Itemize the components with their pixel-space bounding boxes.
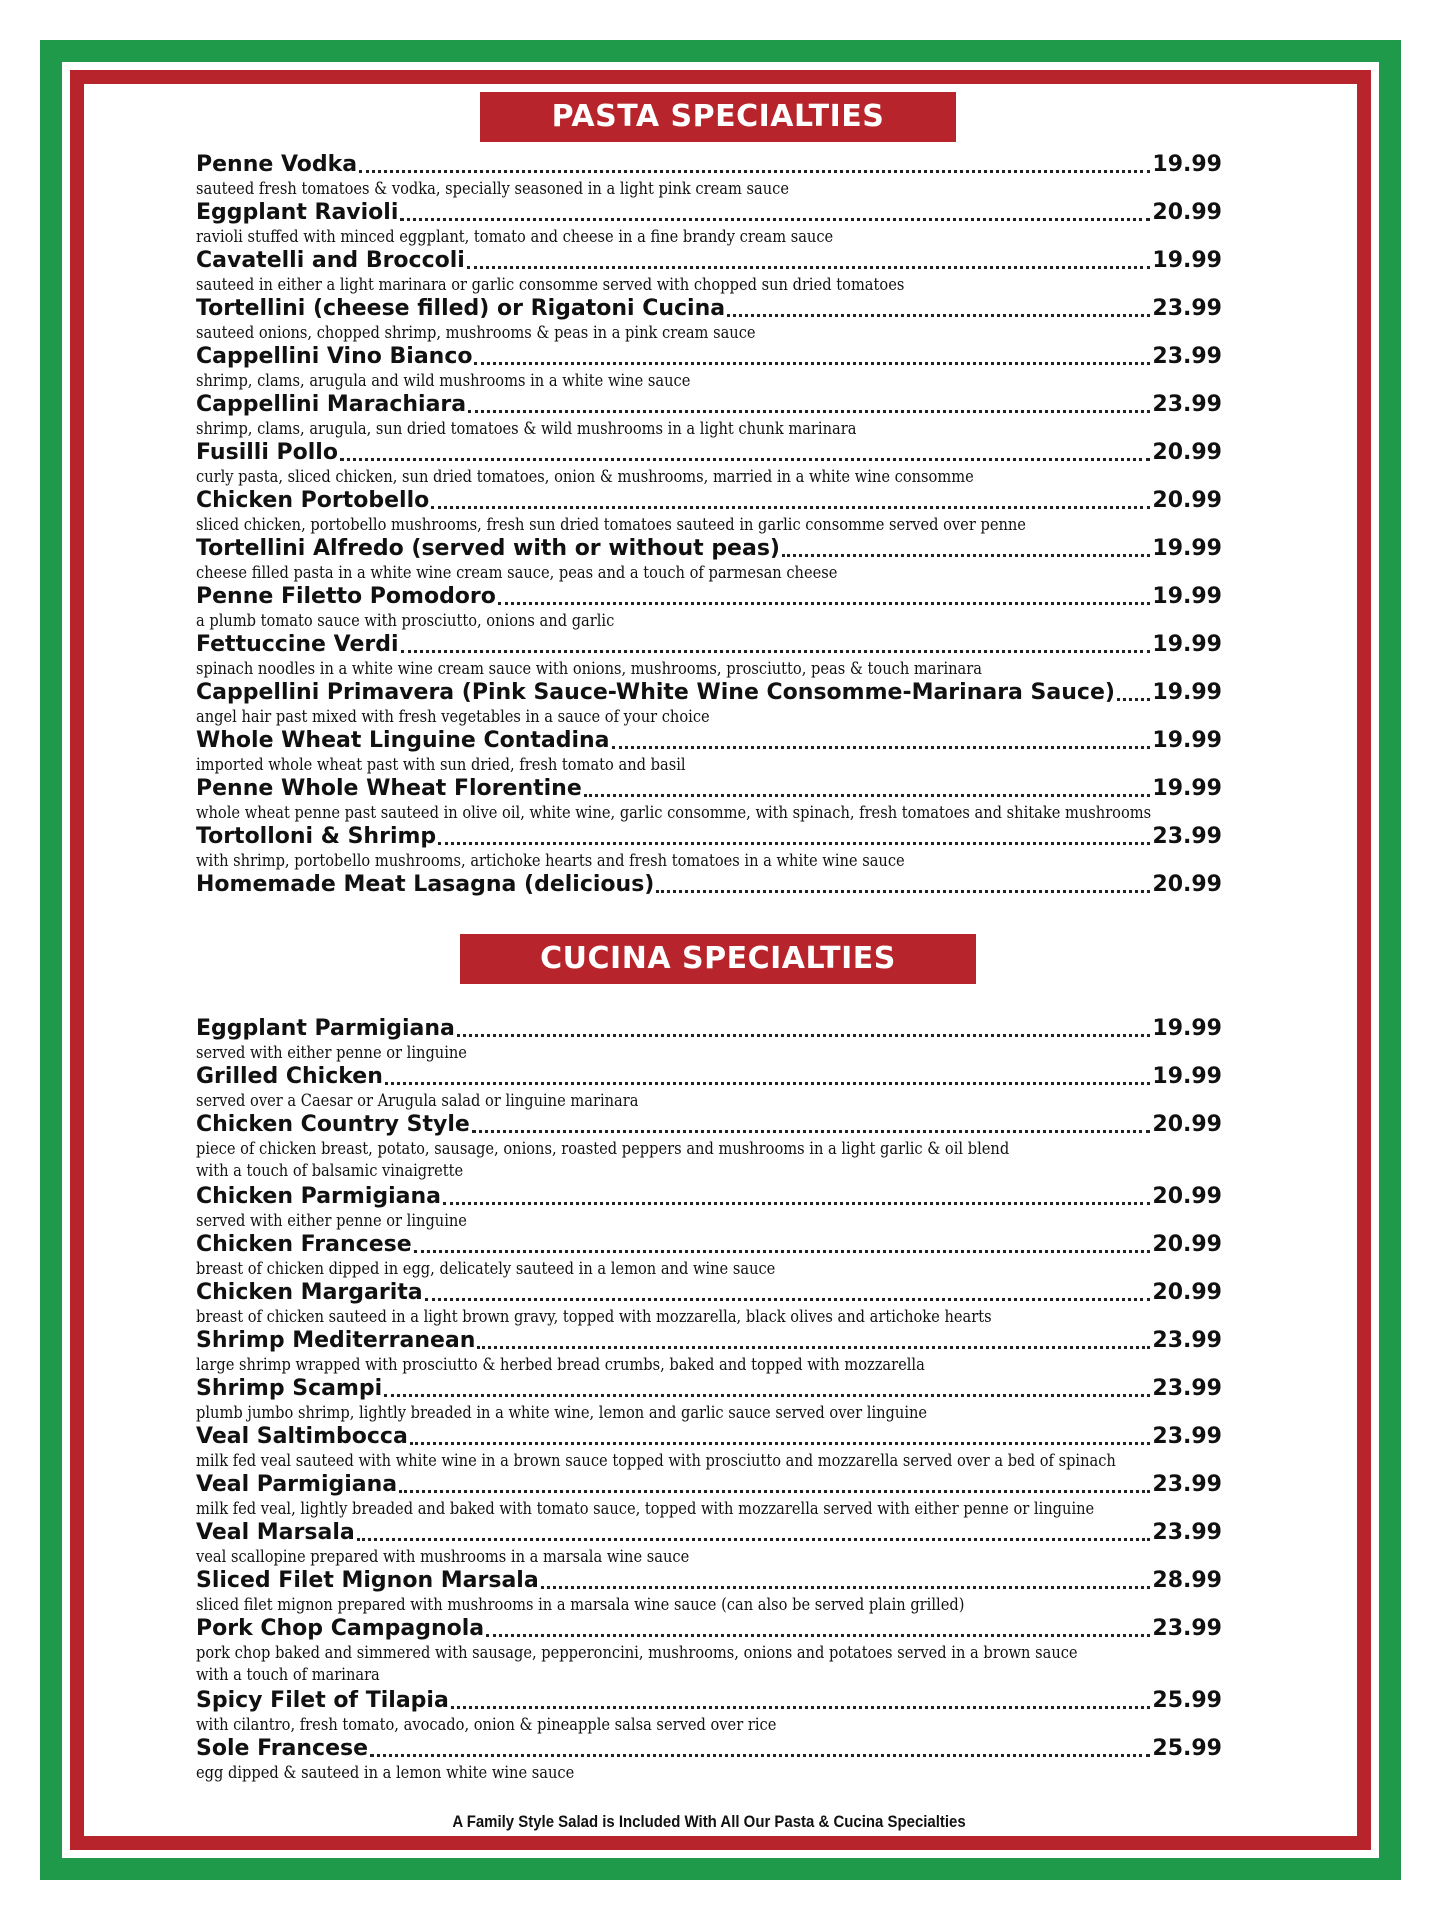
- menu-item-price: 19.99: [1152, 536, 1222, 561]
- menu-item-name: Tortellini (cheese filled) or Rigatoni Cucina: [196, 296, 726, 321]
- menu-item-description: with cilantro, fresh tomato, avocado, onion & pineapple salsa served over rice: [196, 1715, 777, 1735]
- menu-item-name: Chicken Country Style: [196, 1112, 470, 1137]
- menu-item-description: cheese filled pasta in a white wine cream sauce, peas and a touch of parmesan cheese: [196, 563, 838, 583]
- dot-leader: [357, 1538, 1151, 1541]
- dot-leader: [385, 1082, 1151, 1085]
- menu-item-name: Eggplant Ravioli: [196, 200, 399, 225]
- menu-item-description: served with either penne or linguine: [196, 1211, 467, 1231]
- menu-item: [196, 1328, 1222, 1376]
- menu-item-description: shrimp, clams, arugula and wild mushrooms in a white wine sauce: [196, 371, 691, 391]
- dot-leader: [486, 1634, 1150, 1637]
- menu-item-line: [196, 1736, 1222, 1762]
- menu-item: [196, 1112, 1222, 1184]
- menu-item-line: [196, 1616, 1222, 1642]
- menu-item: [196, 1280, 1222, 1328]
- menu-item-price: 19.99: [1152, 728, 1222, 753]
- dot-leader: [414, 1250, 1151, 1253]
- menu-item-description: pork chop baked and simmered with sausage, pepperoncini, mushrooms, onions and potatoes served in a brown sauce: [196, 1643, 1078, 1663]
- menu-item: [196, 680, 1222, 728]
- menu-item-name: Cavatelli and Broccoli: [196, 248, 465, 273]
- dot-leader: [451, 1706, 1151, 1709]
- menu-item-price: 23.99: [1152, 344, 1222, 369]
- menu-item-name: Fettuccine Verdi: [196, 632, 399, 657]
- menu-item: [196, 344, 1222, 392]
- menu-item-price: 19.99: [1152, 776, 1222, 801]
- dot-leader: [498, 602, 1151, 605]
- menu-item-name: Tortolloni & Shrimp: [196, 824, 437, 849]
- menu-item-description: breast of chicken dipped in egg, delicately sauteed in a lemon and wine sauce: [196, 1259, 776, 1279]
- menu-item-price: 23.99: [1152, 296, 1222, 321]
- menu-item: [196, 1016, 1222, 1064]
- menu-item-line: [196, 728, 1222, 754]
- menu-item: [196, 632, 1222, 680]
- menu-item-description: a plumb tomato sauce with prosciutto, onions and garlic: [196, 611, 615, 631]
- menu-item: [196, 152, 1222, 200]
- menu-item-line: [196, 152, 1222, 178]
- menu-item-line: [196, 440, 1222, 466]
- menu-item-price: 20.99: [1152, 200, 1222, 225]
- dot-leader: [656, 890, 1150, 893]
- menu-item-description: served with either penne or linguine: [196, 1043, 467, 1063]
- menu-item-line: [196, 1328, 1222, 1354]
- menu-item-price: 25.99: [1152, 1688, 1222, 1713]
- menu-item-description-continued: with a touch of marinara: [196, 1665, 380, 1685]
- menu-item-line: [196, 200, 1222, 226]
- menu-item-description: veal scallopine prepared with mushrooms in a marsala wine sauce: [196, 1547, 690, 1567]
- menu-item-line: [196, 392, 1222, 418]
- menu-item-line: [196, 296, 1222, 322]
- menu-item: [196, 1616, 1222, 1688]
- menu-item: [196, 1688, 1222, 1736]
- dot-leader: [468, 410, 1150, 413]
- menu-item: [196, 1520, 1222, 1568]
- menu-item-price: 25.99: [1152, 1736, 1222, 1761]
- menu-item-price: 19.99: [1152, 1064, 1222, 1089]
- dot-leader: [477, 1346, 1150, 1349]
- menu-item: [196, 1568, 1222, 1616]
- menu-item: [196, 1064, 1222, 1112]
- menu-item-line: [196, 1568, 1222, 1594]
- dot-leader: [612, 746, 1151, 749]
- dot-leader: [359, 170, 1150, 173]
- menu-item-name: Veal Marsala: [196, 1520, 355, 1545]
- menu-item-description: curly pasta, sliced chicken, sun dried tomatoes, onion & mushrooms, married in a white wine consomme: [196, 467, 974, 487]
- menu-item-line: [196, 1064, 1222, 1090]
- menu-item-name: Homemade Meat Lasagna (delicious): [196, 872, 655, 897]
- menu-item-description: served over a Caesar or Arugula salad or linguine marinara: [196, 1091, 639, 1111]
- menu-item-price: 28.99: [1152, 1568, 1222, 1593]
- menu-item: [196, 872, 1222, 920]
- menu-item-name: Pork Chop Campagnola: [196, 1616, 485, 1641]
- menu-item: [196, 1472, 1222, 1520]
- menu-item-name: Cappellini Primavera (Pink Sauce-White Wine Consomme-Marinara Sauce): [196, 680, 1115, 705]
- dot-leader: [340, 458, 1150, 461]
- menu-item-name: Cappellini Vino Bianco: [196, 344, 473, 369]
- menu-item-description: sauteed fresh tomatoes & vodka, specially seasoned in a light pink cream sauce: [196, 179, 789, 199]
- menu-item-line: [196, 1016, 1222, 1042]
- menu-item-line: [196, 1520, 1222, 1546]
- dot-leader: [467, 266, 1151, 269]
- menu-item-description: breast of chicken sauteed in a light brown gravy, topped with mozzarella, black olives and artichoke hearts: [196, 1307, 992, 1327]
- menu-item-description: angel hair past mixed with fresh vegetables in a sauce of your choice: [196, 707, 710, 727]
- menu-item-price: 19.99: [1152, 632, 1222, 657]
- menu-item-description: milk fed veal sauteed with white wine in a brown sauce topped with prosciutto and mozzarella served over a bed of spinach: [196, 1451, 1116, 1471]
- menu-item-name: Shrimp Scampi: [196, 1376, 383, 1401]
- cucina-section-title: CUCINA SPECIALTIES: [460, 934, 976, 984]
- menu-item-line: [196, 248, 1222, 274]
- menu-item-line: [196, 632, 1222, 658]
- menu-item-description: large shrimp wrapped with prosciutto & herbed bread crumbs, baked and topped with mozzarella: [196, 1355, 925, 1375]
- menu-item-name: Sole Francese: [196, 1736, 369, 1761]
- dot-leader: [399, 1490, 1150, 1493]
- menu-item-price: 20.99: [1152, 440, 1222, 465]
- pasta-section-title: PASTA SPECIALTIES: [480, 92, 956, 142]
- dot-leader: [474, 362, 1150, 365]
- menu-item-price: 23.99: [1152, 1472, 1222, 1497]
- menu-item-line: [196, 1688, 1222, 1714]
- menu-item-price: 20.99: [1152, 1112, 1222, 1137]
- menu-item-name: Penne Vodka: [196, 152, 358, 177]
- menu-item-description: sliced filet mignon prepared with mushrooms in a marsala wine sauce (can also be served plain grilled): [196, 1595, 965, 1615]
- menu-item-name: Tortellini Alfredo (served with or without peas): [196, 536, 780, 561]
- menu-item-description: whole wheat penne past sauteed in olive oil, white wine, garlic consomme, with spinach, fresh tomatoes and shitake mushrooms: [196, 803, 1152, 823]
- menu-item: [196, 1424, 1222, 1472]
- menu-item-description: imported whole wheat past with sun dried, fresh tomato and basil: [196, 755, 686, 775]
- menu-item-description: ravioli stuffed with minced eggplant, tomato and cheese in a fine brandy cream sauce: [196, 227, 834, 247]
- menu-item-name: Chicken Francese: [196, 1232, 412, 1257]
- footer-note: A Family Style Salad is Included With All Our Pasta & Cucina Specialties: [452, 1812, 966, 1831]
- menu-item: [196, 200, 1222, 248]
- menu-item-price: 20.99: [1152, 488, 1222, 513]
- menu-item-name: Grilled Chicken: [196, 1064, 383, 1089]
- menu-item-line: [196, 1280, 1222, 1306]
- dot-leader: [1117, 698, 1150, 701]
- menu-item-line: [196, 536, 1222, 562]
- menu-item: [196, 440, 1222, 488]
- menu-item-line: [196, 1424, 1222, 1450]
- dot-leader: [370, 1754, 1150, 1757]
- menu-item-description: shrimp, clams, arugula, sun dried tomatoes & wild mushrooms in a light chunk marinara: [196, 419, 857, 439]
- menu-item: [196, 296, 1222, 344]
- menu-item: [196, 488, 1222, 536]
- menu-item-line: [196, 1376, 1222, 1402]
- menu-item-name: Chicken Margarita: [196, 1280, 423, 1305]
- menu-item-description: with shrimp, portobello mushrooms, artichoke hearts and fresh tomatoes in a white wine sauce: [196, 851, 905, 871]
- menu-item-price: 19.99: [1152, 680, 1222, 705]
- menu-item-name: Eggplant Parmigiana: [196, 1016, 455, 1041]
- menu-item-price: 23.99: [1152, 1328, 1222, 1353]
- menu-item-name: Penne Filetto Pomodoro: [196, 584, 496, 609]
- menu-item-line: [196, 1184, 1222, 1210]
- dot-leader: [541, 1586, 1151, 1589]
- menu-item-price: 23.99: [1152, 1520, 1222, 1545]
- dot-leader: [438, 842, 1150, 845]
- menu-item: [196, 728, 1222, 776]
- menu-item: [196, 824, 1222, 872]
- menu-item-line: [196, 776, 1222, 802]
- menu-item: [196, 536, 1222, 584]
- menu-item-price: 23.99: [1152, 1616, 1222, 1641]
- menu-item-description: milk fed veal, lightly breaded and baked with tomato sauce, topped with mozzarella served with either penne or linguine: [196, 1499, 1095, 1519]
- menu-item-description: piece of chicken breast, potato, sausage, onions, roasted peppers and mushrooms in a light garlic & oil blend: [196, 1139, 1010, 1159]
- menu-item: [196, 1376, 1222, 1424]
- dot-leader: [401, 650, 1151, 653]
- menu-item-line: [196, 680, 1222, 706]
- menu-item-price: 23.99: [1152, 392, 1222, 417]
- menu-item-name: Cappellini Marachiara: [196, 392, 467, 417]
- menu-item: [196, 776, 1222, 824]
- menu-item-name: Shrimp Mediterranean: [196, 1328, 476, 1353]
- menu-item-name: Chicken Portobello: [196, 488, 430, 513]
- menu-item-name: Chicken Parmigiana: [196, 1184, 442, 1209]
- menu-item-price: 20.99: [1152, 1184, 1222, 1209]
- dot-leader: [727, 314, 1150, 317]
- dot-leader: [400, 218, 1150, 221]
- menu-item-description: egg dipped & sauteed in a lemon white wine sauce: [196, 1763, 575, 1783]
- menu-item: [196, 248, 1222, 296]
- dot-leader: [584, 794, 1151, 797]
- dot-leader: [425, 1298, 1151, 1301]
- menu-item-line: [196, 344, 1222, 370]
- menu-item-price: 23.99: [1152, 1376, 1222, 1401]
- menu-item: [196, 1232, 1222, 1280]
- menu-item-price: 19.99: [1152, 584, 1222, 609]
- menu-item-description: sauteed in either a light marinara or garlic consomme served with chopped sun dried tomatoes: [196, 275, 905, 295]
- menu-item-line: [196, 1472, 1222, 1498]
- menu-item-price: 19.99: [1152, 1016, 1222, 1041]
- dot-leader: [457, 1034, 1151, 1037]
- dot-leader: [431, 506, 1150, 509]
- menu-item-price: 23.99: [1152, 824, 1222, 849]
- menu-item: [196, 1736, 1222, 1784]
- menu-item: [196, 1184, 1222, 1232]
- dot-leader: [472, 1130, 1151, 1133]
- dot-leader: [443, 1202, 1150, 1205]
- dot-leader: [410, 1442, 1151, 1445]
- cucina-menu-list: [196, 1016, 1222, 1784]
- dot-leader: [384, 1394, 1150, 1397]
- menu-item-line: [196, 1112, 1222, 1138]
- menu-item-name: Fusilli Pollo: [196, 440, 338, 465]
- pasta-menu-list: [196, 152, 1222, 920]
- menu-item-line: [196, 1232, 1222, 1258]
- dot-leader: [782, 554, 1150, 557]
- menu-item: [196, 584, 1222, 632]
- menu-item-price: 20.99: [1152, 1232, 1222, 1257]
- menu-item-price: 23.99: [1152, 1424, 1222, 1449]
- menu-item-name: Veal Saltimbocca: [196, 1424, 408, 1449]
- menu-item-line: [196, 584, 1222, 610]
- menu-item-price: 20.99: [1152, 872, 1222, 897]
- menu-item-price: 20.99: [1152, 1280, 1222, 1305]
- menu-item-description: sliced chicken, portobello mushrooms, fresh sun dried tomatoes sauteed in garlic consomme served over penne: [196, 515, 1026, 535]
- menu-item-name: Veal Parmigiana: [196, 1472, 398, 1497]
- menu-item-price: 19.99: [1152, 152, 1222, 177]
- menu-item-name: Sliced Filet Mignon Marsala: [196, 1568, 539, 1593]
- menu-item-line: [196, 824, 1222, 850]
- menu-item-name: Spicy Filet of Tilapia: [196, 1688, 449, 1713]
- menu-item-price: 19.99: [1152, 248, 1222, 273]
- menu-item-name: Penne Whole Wheat Florentine: [196, 776, 582, 801]
- menu-item: [196, 392, 1222, 440]
- menu-item-line: [196, 872, 1222, 898]
- menu-item-line: [196, 488, 1222, 514]
- menu-item-description-continued: with a touch of balsamic vinaigrette: [196, 1161, 464, 1181]
- menu-item-description: sauteed onions, chopped shrimp, mushrooms & peas in a pink cream sauce: [196, 323, 756, 343]
- menu-item-name: Whole Wheat Linguine Contadina: [196, 728, 610, 753]
- menu-item-description: plumb jumbo shrimp, lightly breaded in a white wine, lemon and garlic sauce served over linguine: [196, 1403, 928, 1423]
- menu-item-description: spinach noodles in a white wine cream sauce with onions, mushrooms, prosciutto, peas & touch marinara: [196, 659, 982, 679]
